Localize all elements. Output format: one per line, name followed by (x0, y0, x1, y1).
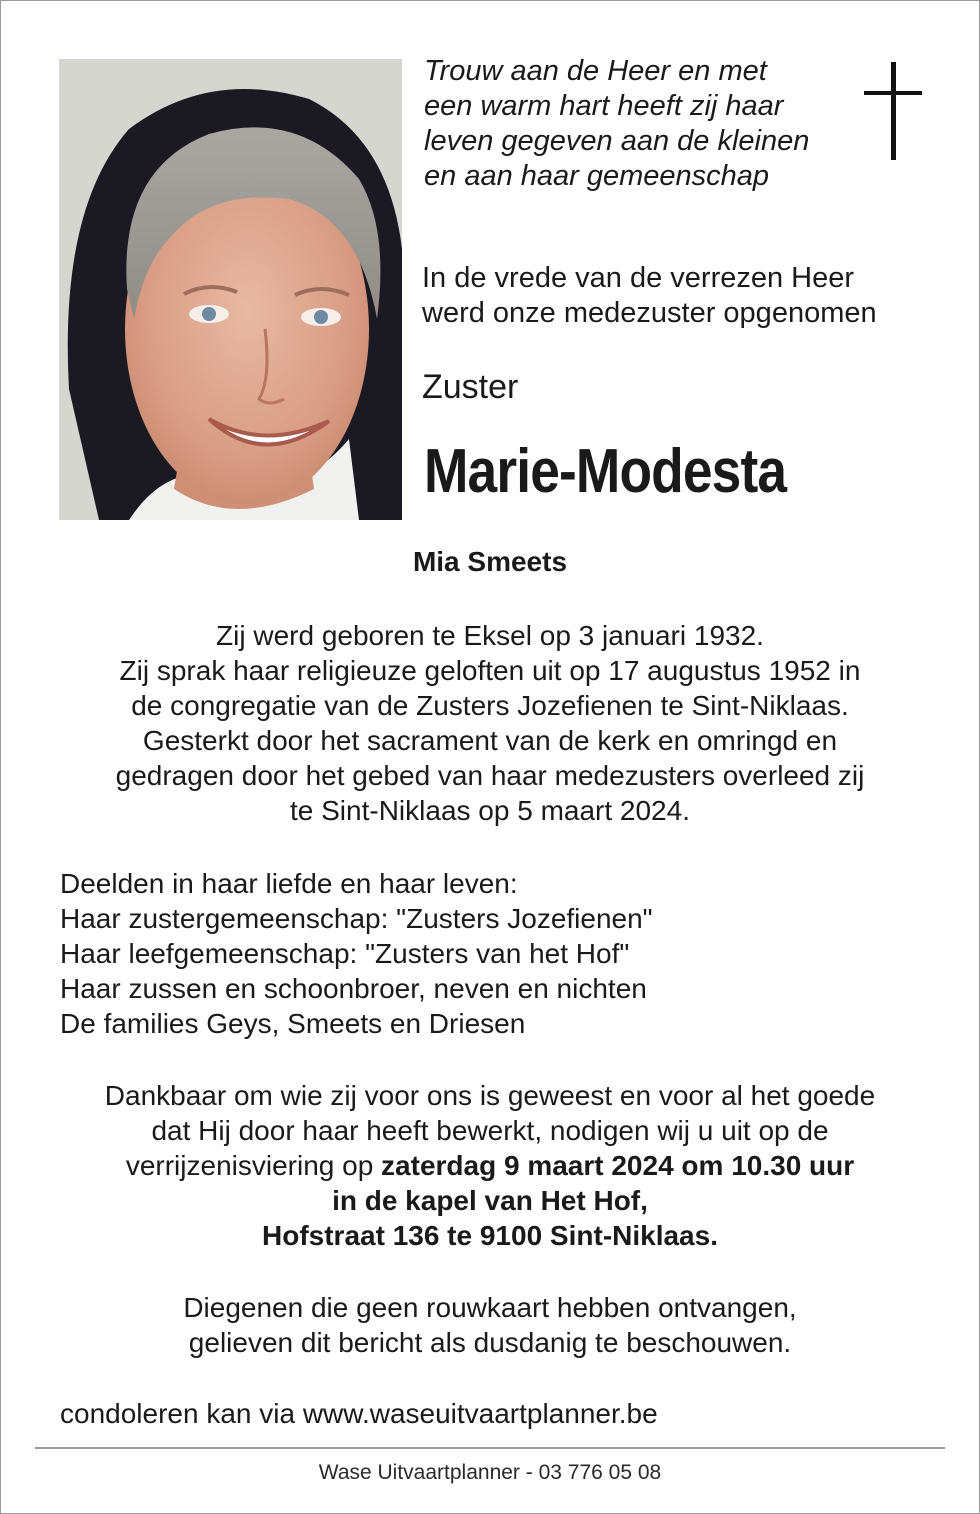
motto-line: Trouw aan de Heer en met (424, 55, 767, 87)
service-address (20, 1218, 960, 1253)
notice-line: Diegenen die geen rouwkaart hebben ontvangen, (183, 1292, 797, 1323)
motto-line: leven gegeven aan de kleinen (424, 125, 810, 157)
biography-line: Gesterkt door het sacrament van de kerk en omringd en (142, 725, 838, 756)
biography (40, 618, 940, 828)
family-line: De families Geys, Smeets en Driesen (60, 1008, 526, 1039)
footer-divider (35, 1447, 945, 1449)
motto-verse (424, 54, 844, 194)
intro-line: In de vrede van de verrezen Heer (422, 262, 855, 294)
service-location-name: in de kapel van Het Hof, (332, 1185, 648, 1216)
family-line: Haar zussen en schoonbroer, neven en nichten (60, 973, 647, 1004)
motto-line: en aan haar gemeenschap (424, 160, 770, 192)
intro-line: werd onze medezuster opgenomen (422, 297, 877, 329)
portrait-photo (59, 59, 402, 520)
portrait-illustration (59, 59, 402, 520)
family-list (60, 866, 653, 1041)
biography-line: Zij werd geboren te Eksel op 3 januari 1932. (216, 620, 764, 651)
biography-line: gedragen door het gebed van haar medezusters overleed zij (115, 760, 865, 791)
service-prefix: verrijzenisviering op (125, 1150, 382, 1181)
footer-contact: Wase Uitvaartplanner - 03 776 05 08 (318, 1461, 662, 1484)
notice-line: gelieven dit bericht als dusdanig te beschouwen. (188, 1327, 792, 1358)
service-address-text: Hofstraat 136 te 9100 Sint-Niklaas. (262, 1220, 718, 1251)
biography-line: de congregatie van de Zusters Jozefienen te Sint-Niklaas. (131, 690, 849, 721)
deceased-religious-name: Marie-Modesta (424, 437, 787, 506)
family-line: Haar leefgemeenschap: "Zusters van het Hof" (60, 938, 630, 969)
service-line (20, 1148, 960, 1183)
deceased-civil-name: Mia Smeets (412, 546, 568, 577)
condolences-link[interactable]: condoleren kan via www.waseuitvaartplanner.be (60, 1398, 658, 1429)
cross-icon (864, 62, 922, 160)
intro-text (422, 261, 942, 331)
service-line: dat Hij door haar heeft bewerkt, nodigen wij u uit op de (151, 1115, 829, 1146)
service-line: Dankbaar om wie zij voor ons is geweest en voor al het goede (104, 1080, 876, 1111)
service-location (20, 1183, 960, 1218)
motto-line: een warm hart heeft zij haar (424, 90, 784, 122)
deceased-title: Zuster (422, 368, 519, 406)
biography-line: Zij sprak haar religieuze geloften uit op 17 augustus 1952 in (119, 655, 861, 686)
service-datetime: zaterdag 9 maart 2024 om 10.30 uur (381, 1150, 855, 1181)
service-invitation (20, 1078, 960, 1253)
notice-text (20, 1290, 960, 1360)
family-line: Haar zustergemeenschap: "Zusters Jozefienen" (60, 903, 653, 934)
family-line: Deelden in haar liefde en haar leven: (60, 868, 518, 899)
biography-line: te Sint-Niklaas op 5 maart 2024. (290, 795, 690, 826)
